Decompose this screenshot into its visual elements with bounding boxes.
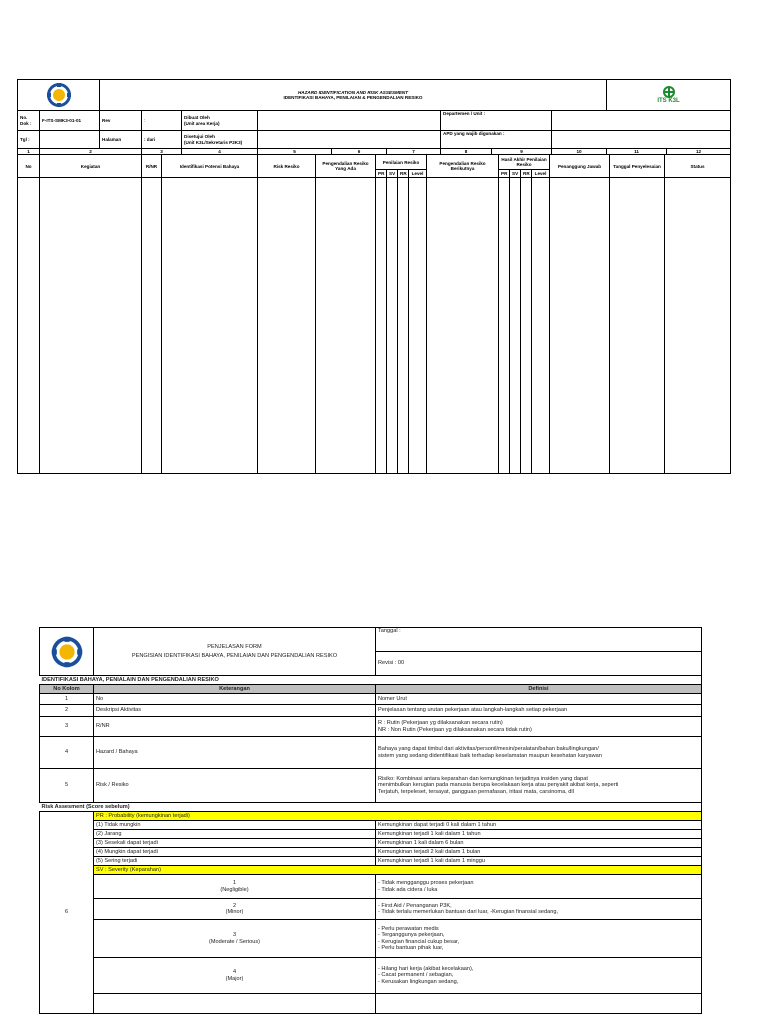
definisi-line: Bahaya yang dapat timbul dari aktivitas/personil/mesin/peralatan/bahan baku/lingkungan/ — [378, 746, 599, 753]
its-k3l-text: ITS K3L — [657, 97, 680, 104]
dibuat-oleh-value[interactable] — [258, 111, 441, 131]
departemen-value[interactable] — [552, 111, 731, 131]
sv-definisi — [376, 994, 702, 1014]
header-pengendalian-lanjut: Pengendalian Resiko Berikutnya — [427, 155, 499, 178]
body-cell[interactable] — [665, 178, 731, 474]
col-number: 8 — [441, 149, 492, 155]
penjelasan-logo-cell — [40, 628, 94, 676]
pr-keterangan: (1) Tidak mungkin — [94, 821, 376, 830]
body-cell[interactable] — [398, 178, 409, 474]
row-keterangan: Hazard / Bahaya — [94, 737, 376, 769]
row-definisi — [376, 717, 702, 737]
sv-definisi — [376, 958, 702, 994]
col-number: 3 — [142, 149, 182, 155]
sv-level-label: (Minor) — [225, 909, 244, 915]
body-cell[interactable] — [258, 178, 316, 474]
its-k3l-logo-cell — [607, 80, 731, 111]
header-no: No — [18, 155, 40, 178]
dibuat-unit-label: (Unit area Kerja) — [184, 120, 220, 126]
sv-level-cell — [94, 958, 376, 994]
row-no: 4 — [40, 737, 94, 769]
header-penilaian: Penilaian Resiko — [376, 155, 427, 170]
definisi-line: - Cacat permanent / sebagian, — [378, 972, 454, 979]
revisi-label: Revisi : 00 — [376, 652, 702, 676]
body-cell[interactable] — [510, 178, 521, 474]
definisi-line: - Terganggunya pekerjaan, — [378, 932, 445, 939]
row-keterangan: R/NR — [94, 717, 376, 737]
k3l-gear-cross-icon — [662, 86, 676, 98]
pr-header: PR : Probability (kemungkinan terjadi) — [94, 812, 702, 821]
row-definisi: Nomer Urut — [376, 694, 702, 705]
sv-level-label: (Major) — [225, 975, 244, 982]
sv-definisi — [376, 875, 702, 899]
definisi-line: Terjatuh, terpeleset, tersayat, gangguan pernafasan, iritasi mata, carsinoma, dll — [378, 788, 574, 795]
col-number: 7 — [387, 149, 441, 155]
tanggal-label: Tanggal : — [376, 628, 702, 652]
penjelasan-form — [39, 627, 701, 1014]
pr-definisi: Kemungkinan terjadi 1 kali dalam 1 tahun — [376, 830, 702, 839]
definisi-line: - First Aid / Penanganan P3K, — [378, 902, 452, 909]
row-keterangan: Deskripsi Aktivitas — [94, 705, 376, 717]
pr-definisi: Kemungkinan dapat terjadi 0 kali dalam 1 tahun — [376, 821, 702, 830]
penjelasan-title: PENJELASAN FORM — [207, 643, 262, 650]
disetujui-oleh-cell — [182, 131, 258, 149]
row-no: 5 — [40, 769, 94, 803]
sv-level-number: 1 — [232, 880, 237, 887]
row-no: 6 — [40, 812, 94, 1014]
penjelasan-table — [39, 627, 702, 1014]
no-dok-label: No. Dok : — [18, 111, 40, 131]
definisi-line: menimbulkan kerugian pada manusia berupa kecelakaan kerja atau penyakit akibat kerja, seperti — [378, 782, 619, 789]
col-number: 10 — [552, 149, 607, 155]
col-number: 11 — [607, 149, 667, 155]
its-emblem-icon — [44, 81, 74, 109]
sub-header-pr: PR — [499, 170, 510, 178]
body-cell[interactable] — [427, 178, 499, 474]
definisi-line: Risiko: Kombinasi antara keparahan dan kemungkinan terjadinya insiden yang dapat — [378, 775, 588, 782]
disetujui-oleh-value[interactable] — [258, 131, 441, 149]
sv-level-number: 3 — [232, 932, 237, 939]
definisi-line: NR : Non Rutin (Pekerjaan yg dilaksanakan secara tidak rutin) — [378, 726, 532, 733]
body-cell[interactable] — [532, 178, 550, 474]
definisi-line: R : Rutin (Pekerjaan yg dilaksanakan secara rutin) — [378, 720, 503, 727]
sv-level-label: (Negligible) — [220, 886, 249, 893]
dibuat-oleh-cell — [182, 111, 258, 131]
col-number: 9 — [492, 149, 552, 155]
col-number: 2 — [40, 149, 142, 155]
hira-form-table — [17, 79, 731, 155]
row-definisi — [376, 769, 702, 803]
sv-level-label: (Moderate / Serious) — [209, 938, 260, 945]
sub-header-level: Level — [532, 170, 550, 178]
section-risk-assesment: Risk Assesment (Score sebelum) — [40, 803, 702, 812]
hira-form-body — [17, 154, 731, 474]
header-pengendalian-ada: Pengendalian Resiko Yang Ada — [316, 155, 376, 178]
rev-label: Rev — [100, 111, 142, 131]
col-keterangan: Keterangan — [94, 685, 376, 694]
sub-header-rr: RR — [521, 170, 532, 178]
penjelasan-title-cell — [94, 628, 376, 676]
pr-definisi: Kemungkinan terjadi 2 kali dalam 1 bulan — [376, 848, 702, 857]
row-no: 1 — [40, 694, 94, 705]
dari-label: : dari — [142, 131, 182, 149]
sv-level-cell — [94, 875, 376, 899]
rev-colon: : — [142, 111, 182, 131]
sv-level-number: 2 — [232, 902, 237, 909]
col-number: 4 — [182, 149, 258, 155]
row-no: 2 — [40, 705, 94, 717]
body-cell[interactable] — [316, 178, 376, 474]
halaman-label: Halaman — [100, 131, 142, 149]
penjelasan-subtitle: PENGISIAN IDENTIFIKASI BAHAYA, PENILAIAN DAN PENGENDALIAN RESIKO — [131, 653, 338, 659]
tgl-label: Tgl : — [18, 131, 40, 149]
header-rnr: R/NR — [142, 155, 162, 178]
form-title-en: HAZARD IDENTIFICATION AND RISK ASSESMENT — [297, 89, 409, 95]
col-no-kolom: No Kolom — [40, 685, 94, 694]
sub-header-pr: PR — [376, 170, 387, 178]
definisi-line: - Tidak mengganggu proses pekerjaan — [378, 880, 474, 887]
body-cell[interactable] — [376, 178, 387, 474]
sv-definisi — [376, 920, 702, 958]
tgl-value[interactable] — [40, 131, 100, 149]
definisi-line: - Kerusakan lingkungan sedang, — [378, 978, 459, 985]
apd-value[interactable] — [552, 131, 731, 149]
body-cell[interactable] — [40, 178, 142, 474]
sub-header-rr: RR — [398, 170, 409, 178]
sv-level-cell — [94, 920, 376, 958]
body-cell[interactable] — [162, 178, 258, 474]
body-cell[interactable] — [499, 178, 510, 474]
pr-definisi: Kemungkinan terjadi 1 kali dalam 1 minggu — [376, 857, 702, 866]
sub-header-sv: SV — [510, 170, 521, 178]
col-number: 5 — [258, 149, 332, 155]
body-cell[interactable] — [521, 178, 532, 474]
its-emblem-icon — [48, 634, 86, 670]
its-logo-cell — [18, 80, 100, 111]
form-body-row[interactable] — [18, 178, 731, 474]
apd-label: APD yang wajib digunakan : — [441, 131, 552, 149]
form-title-id: IDENTIFIKASI BAHAYA, PENILAIAN & PENGENDALIAN RESIKO — [283, 95, 423, 100]
header-risk: Risk Resiko — [258, 155, 316, 178]
header-penanggung: Penanggung Jawab — [550, 155, 610, 178]
sv-level-number: 4 — [232, 969, 237, 976]
definisi-line: - Tidak terlalu memerlukan bantuan dari luar, -Kerugian finansial sedang, — [378, 909, 559, 915]
row-definisi: Penjelasan tentang urutan pekerjaan atau langkah-langkah setiap pekerjaan — [376, 705, 702, 717]
body-cell[interactable] — [550, 178, 610, 474]
definisi-line: - Tidak ada cidera / luka — [378, 886, 438, 893]
definisi-line: - Kerugian financial cukup besar, — [378, 938, 460, 945]
body-cell[interactable] — [387, 178, 398, 474]
sv-definisi — [376, 899, 702, 920]
pr-keterangan: (3) Sesekali dapat terjadi — [94, 839, 376, 848]
pr-keterangan: (4) Mungkin dapat terjadi — [94, 848, 376, 857]
disetujui-unit-label: (Unit K3L/Sekretaris P2K3) — [184, 139, 243, 145]
sv-header: SV : Severity (Keparahan) — [94, 866, 702, 875]
header-status: Status — [665, 155, 731, 178]
header-identifikasi: Identifikasi Potensi Bahaya — [162, 155, 258, 178]
sv-level-cell — [94, 994, 376, 1014]
section-identifikasi: IDENTIFIKASI BAHAYA, PENIALAIN DAN PENGENDALIAN RESIKO — [40, 676, 702, 685]
body-cell[interactable] — [409, 178, 427, 474]
departemen-label: Departemen / Unit : — [441, 111, 552, 131]
header-tanggal: Tanggal Penyelesaian — [610, 155, 665, 178]
row-no: 3 — [40, 717, 94, 737]
col-definisi: Definisi — [376, 685, 702, 694]
dibuat-oleh-label: Dibuat Oleh — [184, 115, 210, 121]
disetujui-oleh-label: Disetujui Oleh — [184, 134, 215, 140]
col-number: 6 — [332, 149, 387, 155]
row-keterangan: Risk / Resiko — [94, 769, 376, 803]
sub-header-sv: SV — [387, 170, 398, 178]
pr-keterangan: (5) Sering terjadi — [94, 857, 376, 866]
pr-definisi: Kemungkinan 1 kali dalam 6 bulan — [376, 839, 702, 848]
row-definisi — [376, 737, 702, 769]
header-hasil-akhir: Hasil Akhir Penilaian Resiko — [499, 155, 550, 170]
pr-keterangan: (2) Jarang — [94, 830, 376, 839]
no-dok-value: F-ITS-SMK3-01-01 — [40, 111, 100, 131]
definisi-line: sistem yang sedang didentifikasi baik terhadap keselamatan maupun kesehatan karyawan — [378, 752, 602, 759]
definisi-line: - Perlu perawatan medis — [378, 925, 439, 932]
sub-header-level: Level — [409, 170, 427, 178]
form-title-cell — [100, 80, 607, 111]
col-number: 1 — [18, 149, 40, 155]
definisi-line: - Perlu bantuan pihak luar, — [378, 944, 444, 951]
sv-level-cell — [94, 899, 376, 920]
header-kegiatan: Kegiatan — [40, 155, 142, 178]
col-number: 12 — [667, 149, 731, 155]
definisi-line: - Hilang hari kerja (akibat kecelakaan), — [378, 965, 474, 972]
body-cell[interactable] — [142, 178, 162, 474]
body-cell[interactable] — [610, 178, 665, 474]
body-cell[interactable] — [18, 178, 40, 474]
row-keterangan: No — [94, 694, 376, 705]
hira-form — [17, 79, 730, 474]
